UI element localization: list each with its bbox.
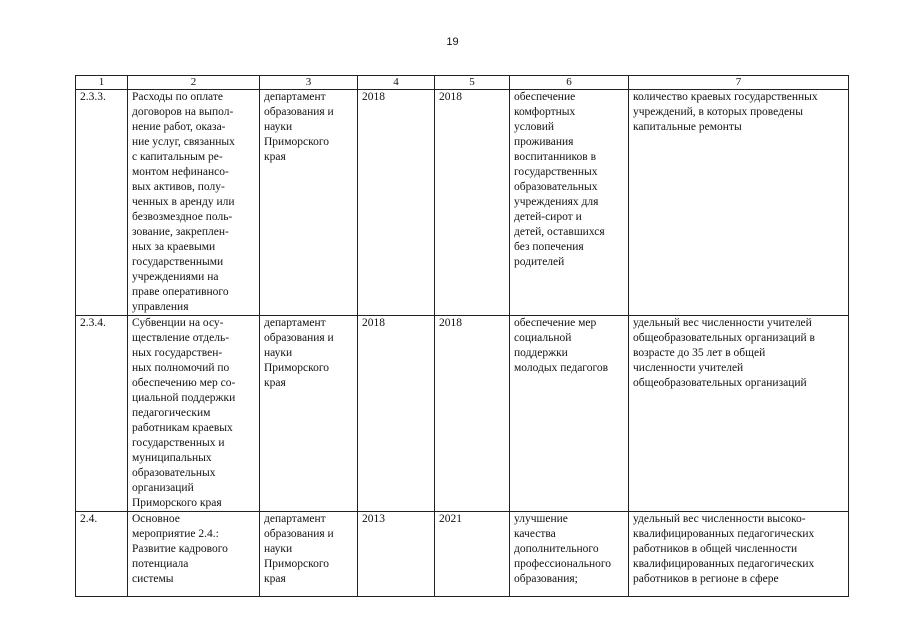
column-number-1: 1 [76,76,128,90]
table-row [76,316,849,512]
column-number-5: 5 [435,76,510,90]
expected-result: улучшение качества дополнительного профессионального образования; [510,512,629,597]
column-number-7: 7 [629,76,849,90]
responsible-executor: департамент образования и науки Приморского края [260,316,358,512]
start-year: 2018 [358,90,435,316]
measure-name: Расходы по оплате договоров на выпол- нение работ, оказа- ние услуг, связанных с капитальным ре- монтом нефинансо- вых активов, полу- ченных в аренду или безвозмездное поль- зование, закреплен- ных за краевыми государственными учреждениями на праве оперативного управления [128,90,260,316]
measure-name: Основное мероприятие 2.4.: Развитие кадрового потенциала системы [128,512,260,597]
expected-result: обеспечение мер социальной поддержки молодых педагогов [510,316,629,512]
column-number-2: 2 [128,76,260,90]
expected-result: обеспечение комфортных условий проживания воспитанников в государственных образовательных учреждениях для детей-сирот и детей, оставшихся без попечения родителей [510,90,629,316]
row-number: 2.3.4. [76,316,128,512]
column-number-3: 3 [260,76,358,90]
column-number-row [76,76,849,90]
column-number-6: 6 [510,76,629,90]
start-year: 2013 [358,512,435,597]
target-indicator: удельный вес численности учителей общеобразовательных организаций в возрасте до 35 лет в общей численности учителей общеобразовательных организаций [629,316,849,512]
end-year: 2021 [435,512,510,597]
end-year: 2018 [435,90,510,316]
start-year: 2018 [358,316,435,512]
target-indicator: количество краевых государственных учреждений, в которых проведены капитальные ремонты [629,90,849,316]
page-number: 19 [446,36,459,48]
row-number: 2.4. [76,512,128,597]
table-row [76,512,849,597]
end-year: 2018 [435,316,510,512]
column-number-4: 4 [358,76,435,90]
target-indicator: удельный вес численности высоко- квалифицированных педагогических работников в общей численности квалифицированных педагогических работников в регионе в сфере [629,512,849,597]
row-number: 2.3.3. [76,90,128,316]
table-row [76,90,849,316]
measure-name: Субвенции на осу- ществление отдель- ных государствен- ных полномочий по обеспечению мер со- циальной поддержки педагогическим работникам краевых государственных и муниципальных образовательных организаций Приморского края [128,316,260,512]
responsible-executor: департамент образования и науки Приморского края [260,512,358,597]
measures-table [75,75,849,597]
responsible-executor: департамент образования и науки Приморского края [260,90,358,316]
